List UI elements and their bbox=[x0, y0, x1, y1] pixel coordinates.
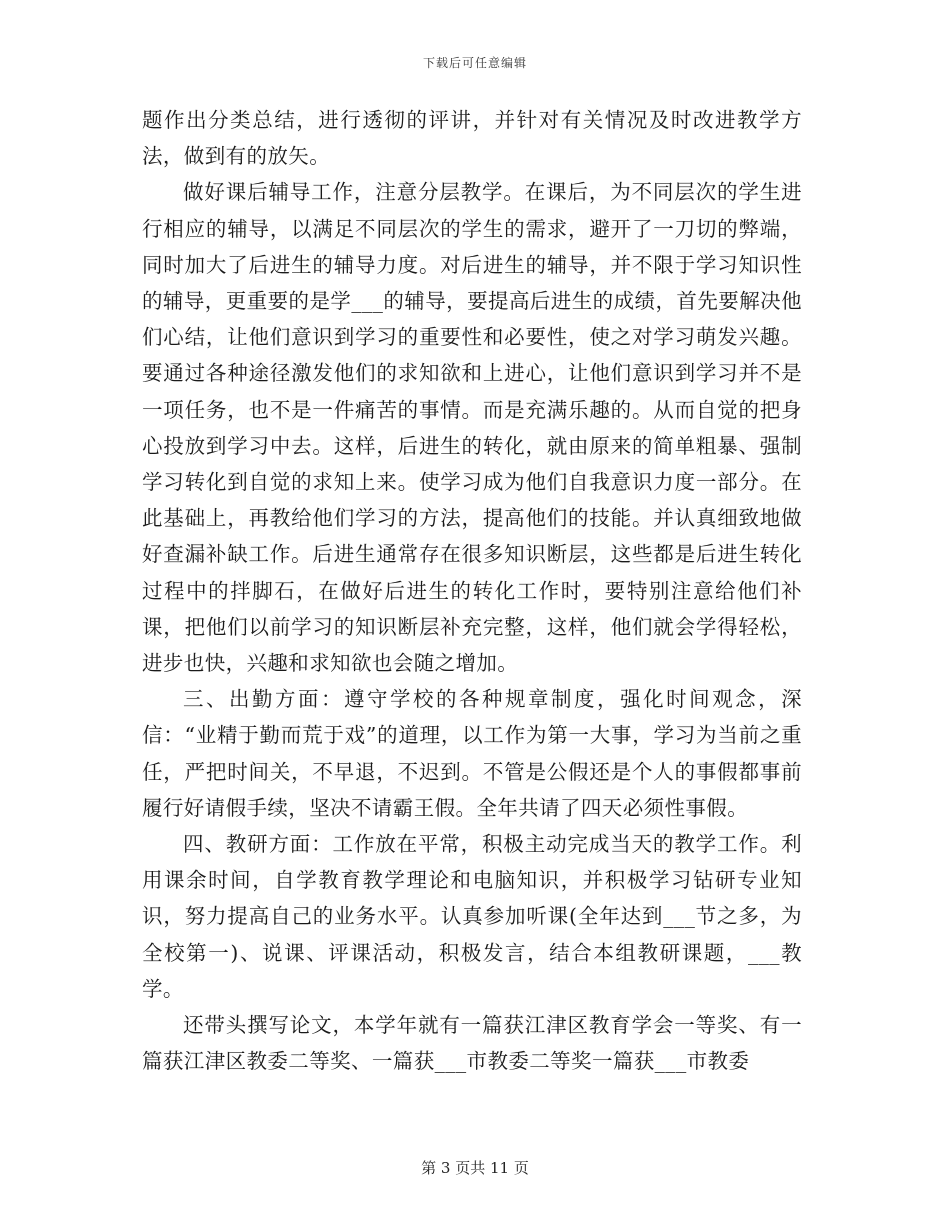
paragraph-tutoring: 做好课后辅导工作，注意分层教学。在课后，为不同层次的学生进行相应的辅导，以满足不同层次的学生的需求，避开了一刀切的弊端，同时加大了后进生的辅导力度。对后进生的辅导，并不限于学习知识性的辅导，更重要的是学___的辅导，要提高后进生的成绩，首先要解决他们心结，让他们意识到学习的重要性和必要性，使之对学习萌发兴趣。要通过各种途径激发他们的求知欲和上进心，让他们意识到学习并不是一项任务，也不是一件痛苦的事情。而是充满乐趣的。从而自觉的把身心投放到学习中去。这样，后进生的转化，就由原来的简单粗暴、强制学习转化到自觉的求知上来。使学习成为他们自我意识力度一部分。在此基础上，再教给他们学习的方法，提高他们的技能。并认真细致地做好查漏补缺工作。后进生通常存在很多知识断层，这些都是后进生转化过程中的拌脚石，在做好后进生的转化工作时，要特别注意给他们补课，把他们以前学习的知识断层补充完整，这样，他们就会学得轻松，进步也快，兴趣和求知欲也会随之增加。 bbox=[142, 180, 802, 676]
paragraph-papers: 还带头撰写论文，本学年就有一篇获江津区教育学会一等奖、有一篇获江津区教委二等奖、一篇获___市教委二等奖一篇获___市教委 bbox=[142, 1013, 802, 1074]
page-footer: 第 3 页共 11 页 bbox=[421, 1159, 529, 1177]
paragraph-research: 四、教研方面：工作放在平常，积极主动完成当天的教学工作。利用课余时间，自学教育教学理论和电脑知识，并积极学习钻研专业知识，努力提高自己的业务水平。认真参加听课(全年达到___节之多，为全校第一)、说课、评课活动，积极发言，结合本组教研课题，___教学。 bbox=[142, 832, 802, 1001]
paragraph-attendance: 三、出勤方面：遵守学校的各种规章制度，强化时间观念，深信：“业精于勤而荒于戏”的道理，以工作为第一大事，学习为当前之重任，严把时间关，不早退，不迟到。不管是公假还是个人的事假都事前履行好请假手续，坚决不请霸王假。全年共请了四天必须性事假。 bbox=[142, 687, 802, 820]
document-body bbox=[142, 102, 802, 1079]
paragraph-continuation: 题作出分类总结，进行透彻的评讲，并针对有关情况及时改进教学方法，做到有的放矢。 bbox=[142, 108, 802, 169]
page-header: 下载后可任意编辑 bbox=[422, 56, 527, 70]
